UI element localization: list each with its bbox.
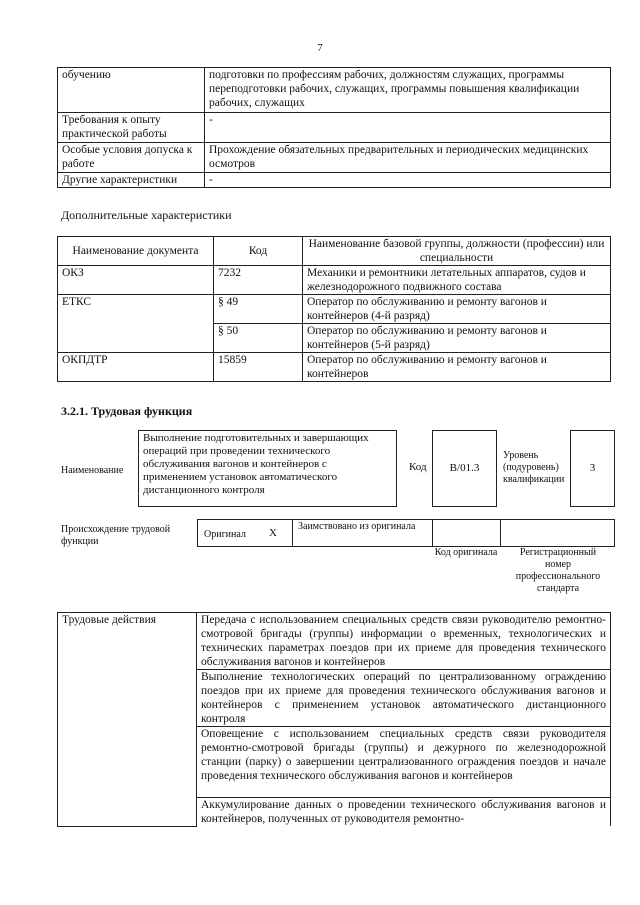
table-row <box>58 295 611 324</box>
cell-doc: ОКЗ <box>58 266 214 295</box>
cell-code: 15859 <box>214 353 303 382</box>
header-doc: Наименование документа <box>58 237 214 266</box>
table-row <box>58 353 611 382</box>
header-code: Код <box>214 237 303 266</box>
header-name: Наименование базовой группы, должности (профессии) или специальности <box>303 237 611 266</box>
action-item: Передача с использованием специальных средств связи руководителю ремонтно-смотровой бригады (группы) информации о временных, технологических и технических параметрах поездов при их приеме для проведения технического обслуживания вагонов и контейнеров <box>197 613 611 670</box>
divider <box>500 520 501 546</box>
cell-code: § 50 <box>214 324 303 353</box>
row-value: Прохождение обязательных предварительных и периодических медицинских осмотров <box>205 143 611 173</box>
row-label: Особые условия допуска к работе <box>58 143 205 173</box>
original-mark: X <box>269 527 277 539</box>
cell-code: § 49 <box>214 295 303 324</box>
borrowed-label: Заимствовано из оригинала <box>298 521 416 532</box>
action-item: Оповещение с использованием специальных средств связи руководителя ремонтно-смотровой бригады (группы) и дежурного по железнодорожной станции (парку) о завершении централизованного ограждения поездов и начале проведения технического обслуживания вагонов и контейнеров <box>197 727 611 798</box>
cell-code: 7232 <box>214 266 303 295</box>
table-row <box>58 266 611 295</box>
additional-table <box>57 236 611 382</box>
original-label: Оригинал <box>204 529 246 540</box>
actions-label: Трудовые действия <box>58 613 197 827</box>
section-title: Дополнительные характеристики <box>61 208 232 222</box>
level-box: 3 <box>570 430 615 507</box>
origin-label: Происхождение трудовой функции <box>61 524 171 547</box>
origin-box <box>197 519 615 547</box>
code-label: Код <box>409 461 427 473</box>
cell-doc: ЕТКС <box>58 295 214 353</box>
level-label: Уровень (подуровень) квалификации <box>503 450 565 485</box>
table-header-row <box>58 237 611 266</box>
cell-doc: ОКПДТР <box>58 353 214 382</box>
reg-number-caption: Регистрационный номер профессионального стандарта <box>515 547 601 594</box>
row-value: подготовки по профессиям рабочих, должностям служащих, программы переподготовки рабочих, служащих, программы повышения квалификации рабочих, служащих <box>205 68 611 113</box>
cell-name: Оператор по обслуживанию и ремонту вагонов и контейнеров (4-й разряд) <box>303 295 611 324</box>
cell-name: Механики и ремонтники летательных аппаратов, судов и железнодорожного подвижного состава <box>303 266 611 295</box>
name-label: Наименование <box>61 465 124 476</box>
row-value: - <box>205 173 611 188</box>
cell-name: Оператор по обслуживанию и ремонту вагонов и контейнеров <box>303 353 611 382</box>
divider <box>292 520 293 546</box>
action-item: Выполнение технологических операций по централизованному ограждению поездов при их приеме для проведения технического обслуживания вагонов и контейнеров с применением установок автоматического дистанционного контроля <box>197 670 611 727</box>
table-row <box>58 113 611 143</box>
row-label: Другие характеристики <box>58 173 205 188</box>
divider <box>432 520 433 546</box>
requirements-table <box>57 67 611 188</box>
function-name-box: Выполнение подготовительных и завершающих операций при проведении технического обслуживания вагонов и контейнеров с применением установок автоматического дистанционного контроля <box>138 430 397 507</box>
code-box: B/01.3 <box>432 430 497 507</box>
row-label: обучению <box>58 68 205 113</box>
table-row <box>58 143 611 173</box>
table-row <box>58 613 611 670</box>
action-item: Аккумулирование данных о проведении технического обслуживания вагонов и контейнеров, полученных от руководителя ремонтно- <box>197 798 611 827</box>
actions-table <box>57 612 611 827</box>
row-label: Требования к опыту практической работы <box>58 113 205 143</box>
row-value: - <box>205 113 611 143</box>
function-title: 3.2.1. Трудовая функция <box>61 404 193 418</box>
table-row <box>58 173 611 188</box>
cell-name: Оператор по обслуживанию и ремонту вагонов и контейнеров (5-й разряд) <box>303 324 611 353</box>
code-original-caption: Код оригинала <box>434 547 498 558</box>
page-number: 7 <box>317 42 323 54</box>
table-row <box>58 68 611 113</box>
